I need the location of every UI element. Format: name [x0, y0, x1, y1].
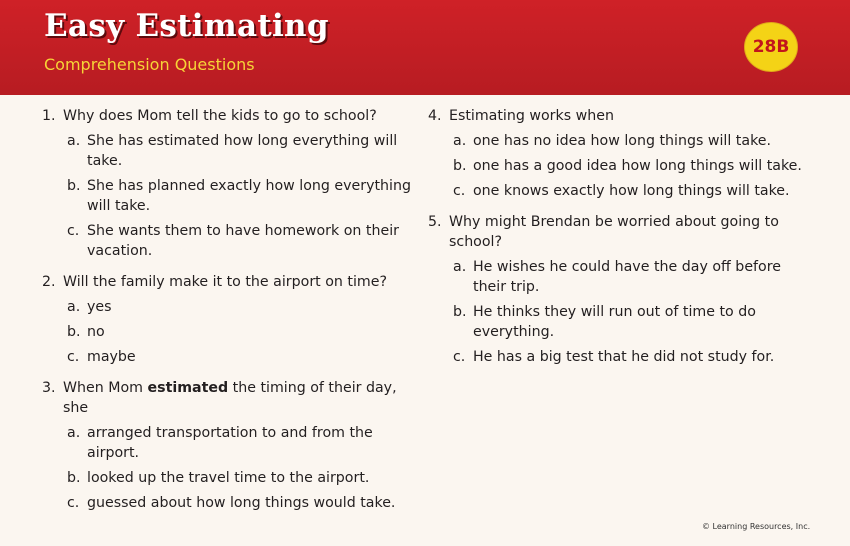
option-text: one has a good idea how long things will take. — [473, 158, 802, 174]
page-title: Easy Estimating — [44, 8, 329, 44]
question-number: 1. — [42, 108, 56, 124]
question-bold-term: estimated — [147, 380, 229, 396]
option-letter: c. — [67, 223, 80, 239]
question-line — [42, 378, 412, 418]
option-letter: b. — [67, 324, 81, 340]
option-letter: a. — [453, 133, 467, 149]
option-letter: b. — [453, 158, 467, 174]
question-text: Estimating works when — [449, 108, 614, 124]
option-text: He wishes he could have the day off before their trip. — [473, 259, 781, 295]
option-text: one knows exactly how long things will take. — [473, 183, 790, 199]
option-text: no — [87, 324, 105, 340]
answer-options — [42, 131, 412, 261]
option-text: guessed about how long things would take. — [87, 495, 396, 511]
answer-option — [42, 423, 412, 463]
question-number: 2. — [42, 274, 56, 290]
answer-option — [428, 156, 808, 176]
answer-options — [42, 297, 412, 367]
option-text: arranged transportation to and from the airport. — [87, 425, 373, 461]
answer-option — [42, 131, 412, 171]
answer-option — [42, 468, 412, 488]
question-block — [42, 106, 412, 261]
option-letter: b. — [453, 304, 467, 320]
option-letter: c. — [453, 183, 466, 199]
answer-option — [42, 221, 412, 261]
question-block — [42, 378, 412, 513]
option-letter: c. — [67, 495, 80, 511]
option-letter: b. — [67, 178, 81, 194]
answer-option — [42, 347, 412, 367]
option-text: She has estimated how long everything will take. — [87, 133, 398, 169]
answer-option — [42, 493, 412, 513]
questions-right-column — [428, 106, 808, 378]
option-letter: a. — [67, 133, 81, 149]
answer-option — [42, 322, 412, 342]
question-line — [428, 212, 808, 252]
questions-left-column — [42, 106, 412, 524]
question-number: 5. — [428, 214, 442, 230]
answer-options — [42, 423, 412, 513]
option-text: maybe — [87, 349, 136, 365]
question-line — [42, 106, 412, 126]
question-number: 3. — [42, 380, 56, 396]
question-block — [428, 212, 808, 367]
option-letter: a. — [67, 425, 81, 441]
option-text: looked up the travel time to the airport. — [87, 470, 370, 486]
option-letter: c. — [453, 349, 466, 365]
option-text: She wants them to have homework on their vacation. — [87, 223, 399, 259]
option-letter: a. — [453, 259, 467, 275]
answer-option — [42, 297, 412, 317]
answer-option — [428, 347, 808, 367]
option-text: one has no idea how long things will take. — [473, 133, 772, 149]
question-block — [42, 272, 412, 367]
question-block — [428, 106, 808, 201]
option-text: He has a big test that he did not study for. — [473, 349, 775, 365]
question-line — [428, 106, 808, 126]
copyright-notice: © Learning Resources, Inc. — [702, 522, 811, 531]
answer-options — [428, 257, 808, 367]
header-banner — [0, 0, 850, 95]
option-letter: b. — [67, 470, 81, 486]
question-text: Will the family make it to the airport on time? — [63, 274, 387, 290]
answer-option — [428, 257, 808, 297]
page-subtitle: Comprehension Questions — [44, 55, 255, 74]
answer-options — [428, 131, 808, 201]
question-number: 4. — [428, 108, 442, 124]
question-text: Why might Brendan be worried about going to school? — [449, 214, 779, 250]
answer-option — [42, 176, 412, 216]
answer-option — [428, 302, 808, 342]
option-text: She has planned exactly how long everything will take. — [87, 178, 411, 214]
option-letter: c. — [67, 349, 80, 365]
question-text: When Mom estimated the timing of their day, she — [63, 380, 397, 416]
answer-option — [428, 131, 808, 151]
card-number-badge: 28B — [745, 23, 797, 71]
question-line — [42, 272, 412, 292]
option-letter: a. — [67, 299, 81, 315]
option-text: yes — [87, 299, 112, 315]
option-text: He thinks they will run out of time to do everything. — [473, 304, 756, 340]
answer-option — [428, 181, 808, 201]
question-text: Why does Mom tell the kids to go to school? — [63, 108, 377, 124]
